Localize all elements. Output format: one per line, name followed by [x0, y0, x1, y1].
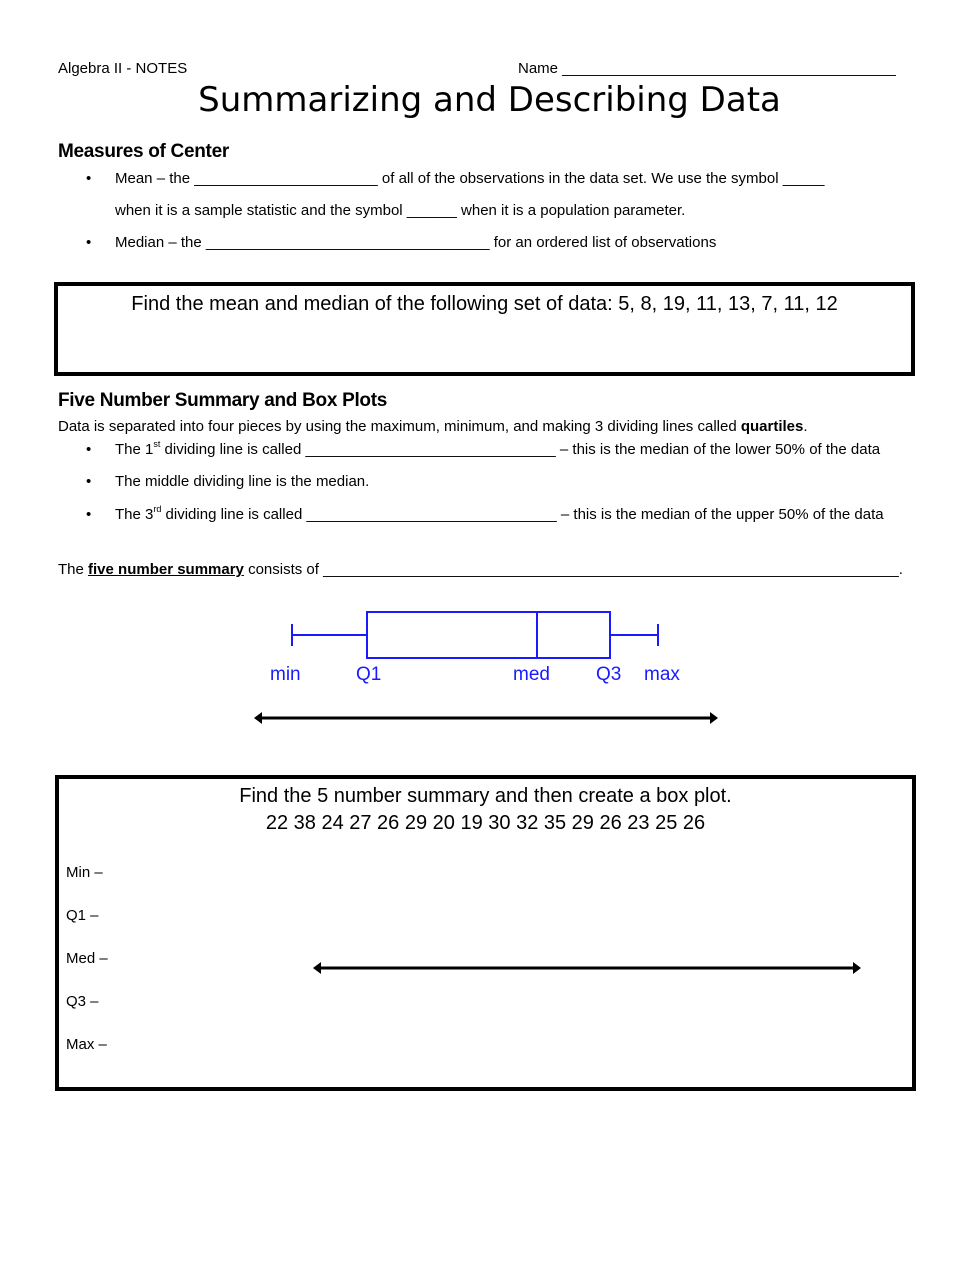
q3-label: Q3: [596, 664, 622, 685]
right-arrow-icon: [853, 962, 861, 974]
five-number-summary-line: The five number summary consists of _____________________________________________________________________.: [58, 561, 903, 578]
name-field[interactable]: Name ________________________________________: [518, 60, 896, 77]
mean-median-prompt: Find the mean and median of the following set of data: 5, 8, 19, 11, 13, 7, 11, 12: [131, 293, 838, 315]
min-field[interactable]: Min –: [66, 864, 103, 881]
quartile-box: [367, 612, 610, 658]
quartiles-intro: Data is separated into four pieces by using the maximum, minimum, and making 3 dividing lines called quartiles.: [58, 418, 808, 435]
bullet-icon: •: [86, 473, 92, 490]
bullet-icon: •: [86, 234, 92, 251]
max-field[interactable]: Max –: [66, 1036, 107, 1053]
bullet-icon: •: [86, 170, 92, 187]
box-plot-prompt: Find the 5 number summary and then create a box plot.: [239, 785, 732, 807]
left-arrow-icon: [313, 962, 321, 974]
answer-number-line: [305, 955, 870, 981]
med-label: med: [513, 664, 550, 685]
min-label: min: [270, 664, 301, 685]
mean-line-continued: when it is a sample statistic and the symbol ______ when it is a population parameter.: [115, 202, 686, 219]
q3-field[interactable]: Q3 –: [66, 993, 99, 1010]
q3-definition: The 3rd dividing line is called ______________________________ – this is the median of the upper 50% of the data: [115, 504, 884, 523]
q1-field[interactable]: Q1 –: [66, 907, 99, 924]
med-field[interactable]: Med –: [66, 950, 108, 967]
bullet-icon: •: [86, 506, 92, 523]
number-line: [254, 712, 718, 724]
box-plot: [292, 612, 658, 658]
mean-median-problem-box: [54, 282, 915, 376]
q1-definition: The 1st dividing line is called ______________________________ – this is the median of the lower 50% of the data: [115, 439, 881, 458]
bullet-icon: •: [86, 441, 92, 458]
left-arrow-icon: [254, 712, 262, 724]
box-plot-diagram: [240, 600, 740, 740]
box-plot-problem-box: [55, 775, 916, 1091]
max-label: max: [644, 664, 680, 685]
course-label: Algebra II - NOTES: [58, 60, 188, 77]
median-line: Median – the __________________________________ for an ordered list of observations: [115, 234, 717, 251]
mean-line: Mean – the ______________________ of all of the observations in the data set. We use the symbol _____: [115, 170, 825, 187]
measures-heading: Measures of Center: [58, 141, 229, 162]
five-number-heading: Five Number Summary and Box Plots: [58, 390, 388, 411]
median-definition: The middle dividing line is the median.: [115, 473, 370, 490]
right-arrow-icon: [710, 712, 718, 724]
data-set: 22 38 24 27 26 29 20 19 30 32 35 29 26 23 25 26: [265, 812, 706, 834]
page-title: Summarizing and Describing Data: [198, 80, 781, 120]
q1-label: Q1: [356, 664, 382, 685]
